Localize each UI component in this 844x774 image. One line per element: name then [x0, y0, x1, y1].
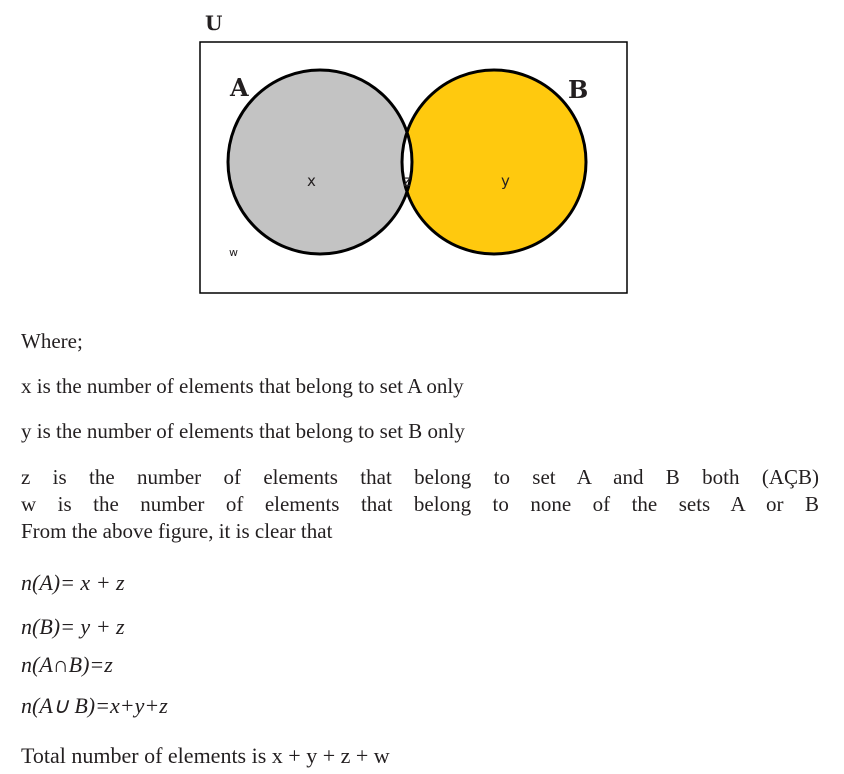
formula-n-a-intersect-b: n(A∩B)=z	[21, 652, 113, 677]
formula-n-a-union-b: n(A∪ B)=x+y+z	[21, 693, 168, 718]
where-label: Where;	[21, 329, 83, 353]
region-outside-label: w	[229, 246, 238, 259]
figure-statement: From the above figure, it is clear that	[21, 519, 333, 543]
total-elements-statement: Total number of elements is x + y + z + w	[21, 743, 390, 768]
region-intersection-label: z	[403, 172, 411, 190]
region-a-only-label: x	[307, 172, 316, 190]
w-definition: w is the number of elements that belong to none of the sets A or B	[21, 492, 819, 516]
formula-n-a: n(A)= x + z	[21, 570, 125, 595]
z-definition: z is the number of elements that belong to set A and B both (AÇB)	[21, 465, 819, 489]
formula-n-b: n(B)= y + z	[21, 614, 125, 639]
set-b-label: B	[568, 75, 589, 104]
universal-label: U	[205, 11, 223, 35]
region-b-only-label: y	[501, 172, 510, 190]
venn-diagram	[195, 8, 635, 300]
x-definition: x is the number of elements that belong to set A only	[21, 374, 464, 398]
set-a-label: A	[230, 73, 249, 102]
y-definition: y is the number of elements that belong to set B only	[21, 419, 465, 443]
